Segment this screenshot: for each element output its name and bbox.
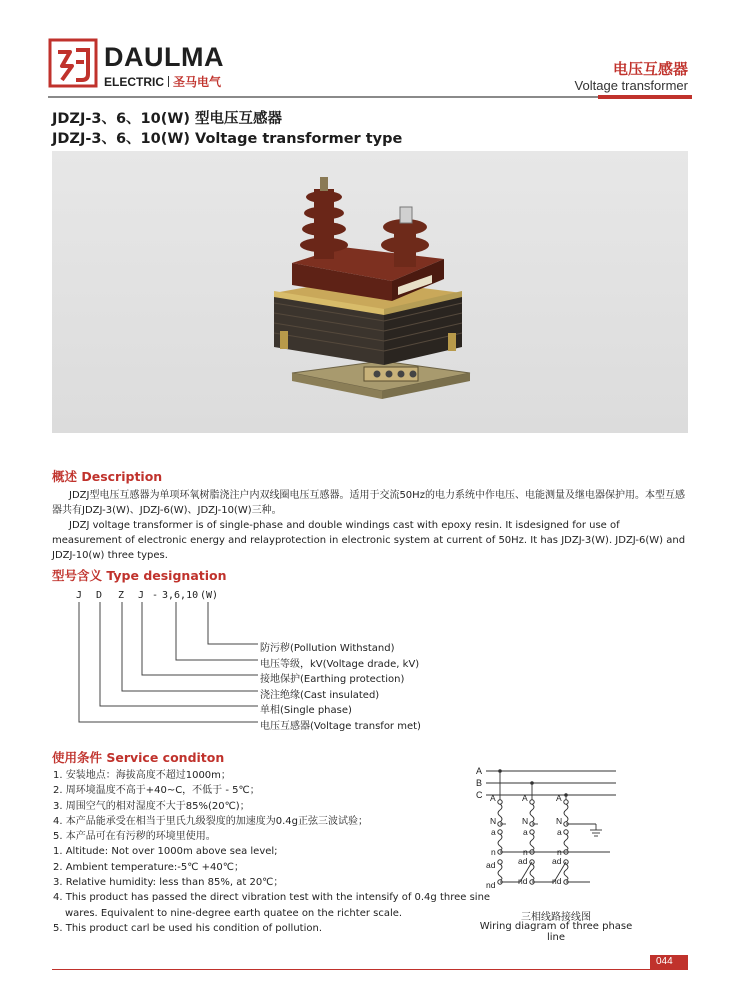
terminal-n-1: n (491, 847, 496, 857)
phase-label-a: A (476, 766, 483, 776)
code-dash: - (152, 590, 159, 601)
condition-cn-5: 5. 本产品可在有污秽的环境里使用。 (53, 831, 216, 843)
brand-logo (48, 38, 98, 88)
condition-en-1: 1. Altitude: Not over 1000m above sea level; (53, 846, 278, 858)
wiring-caption-cn: 三相线路接线图 (521, 912, 591, 923)
code-J2: J (138, 590, 145, 601)
terminal-nd-2: nd (518, 876, 528, 886)
terminal-N-3: N (556, 816, 563, 826)
category-title-en: Voltage transformer (574, 78, 688, 93)
wiring-caption-en: Wiring diagram of three phase line (479, 921, 633, 943)
condition-cn-4: 4. 本产品能承受在相当于里氏九级裂度的加速度为0.4g正弦三波试验； (53, 815, 368, 827)
description-text (52, 488, 688, 563)
condition-en-3: 3. Relative humidity: less than 85%, at 20℃； (53, 877, 284, 889)
header-divider (48, 96, 692, 98)
condition-cn-2: 2. 周环境温度不高于+40~C，不低于 - 5℃； (53, 785, 260, 797)
terminal-ad-2: ad (518, 856, 528, 866)
page-number: 044 (650, 955, 688, 969)
legend-cast: 浇注绝缘(Cast insulated) (260, 690, 380, 701)
terminal-A-2: A (522, 793, 528, 803)
condition-en-2: 2. Ambient temperature:-5℃ +40℃； (53, 861, 244, 873)
category-title-cn: 电压互感器 (612, 60, 688, 78)
legend-pollution: 防污秽(Pollution Withstand) (260, 643, 395, 654)
transformer-illustration (52, 151, 688, 433)
code-D: D (96, 590, 103, 601)
phase-label-b: B (476, 778, 483, 788)
condition-en-4-cont: wares. Equivalent to nine-degree earth quatee on the richter scale. (65, 907, 403, 919)
legend-earthing: 接地保护(Earthing protection) (260, 674, 405, 685)
legend-single-phase: 单相(Single phase) (260, 705, 352, 716)
terminal-n-3: n (557, 847, 562, 857)
brand-subtitle (104, 73, 221, 90)
service-heading: 使用条件 Service conditon (52, 750, 225, 765)
code-Z: Z (118, 590, 125, 601)
product-title-cn: JDZJ-3、6、10(W) 型电压互感器 (52, 111, 283, 127)
condition-en-5: 5. This product carl be used his condition of pollution. (53, 922, 323, 934)
legend-voltage: 电压等级，kV(Voltage drade, kV) (260, 659, 420, 670)
condition-cn-1: 1. 安装地点：海拔高度不超过1000m； (53, 770, 231, 781)
brand-separator (168, 76, 169, 87)
terminal-a-1: a (491, 827, 496, 837)
terminal-n-2: n (523, 847, 528, 857)
designation-leader-lines (60, 600, 260, 730)
condition-cn-3: 3. 周围空气的相对湿度不大于85%(20℃)； (53, 800, 250, 812)
terminal-ad-1: ad (486, 860, 496, 870)
brand-name: DAULMA (104, 42, 224, 72)
description-en: JDZJ voltage transformer is of single-phase and double windings cast with epoxy resin. It isdesigned for use of measurement of electronic energy and relayprotection in electronic system at current of 50Hz. It has JDZJ-3(W). JDZJ-6(W) and JDZJ-10(w) three types. (52, 520, 686, 561)
product-title-en: JDZJ-3、6、10(W) Voltage transformer type (52, 131, 403, 147)
wiring-diagram (470, 760, 620, 900)
description-cn: JDZJ型电压互感器为单项环氧树脂浇注户内双线圈电压互感器。适用于交流50Hz的电力系统中作电压、电能测量及继电器保护用。本型互感器共有JDZJ-3(W)、JDZJ-6(W)、JDZJ-10(W)三种。 (52, 490, 685, 516)
service-conditions-list (53, 768, 490, 936)
product-photo (52, 151, 688, 433)
terminal-nd-3: nd (552, 876, 562, 886)
terminal-a-2: a (523, 827, 528, 837)
type-designation-heading: 型号含义 Type designation (52, 568, 227, 583)
terminal-A-1: A (490, 793, 496, 803)
brand-sub-cn: 圣马电气 (173, 75, 222, 89)
terminal-nd-1: nd (486, 880, 496, 890)
terminal-a-3: a (557, 827, 562, 837)
description-heading: 概述 Description (52, 469, 163, 484)
footer-line (52, 969, 688, 970)
legend-transformer: 电压互感器(Voltage transfor met) (260, 721, 421, 732)
terminal-N-2: N (522, 816, 529, 826)
header-accent-bar (598, 95, 692, 99)
phase-label-c: C (476, 790, 483, 800)
terminal-N-1: N (490, 816, 497, 826)
terminal-A-3: A (556, 793, 562, 803)
code-w: (W) (200, 590, 219, 601)
terminal-ad-3: ad (552, 856, 562, 866)
brand-sub-en: ELECTRIC (104, 75, 164, 89)
code-voltage: 3,6,10 (162, 590, 199, 601)
code-J1: J (76, 590, 83, 601)
condition-en-4: 4. This product has passed the direct vibration test with the intensify of 0.4g three sine (53, 892, 491, 904)
